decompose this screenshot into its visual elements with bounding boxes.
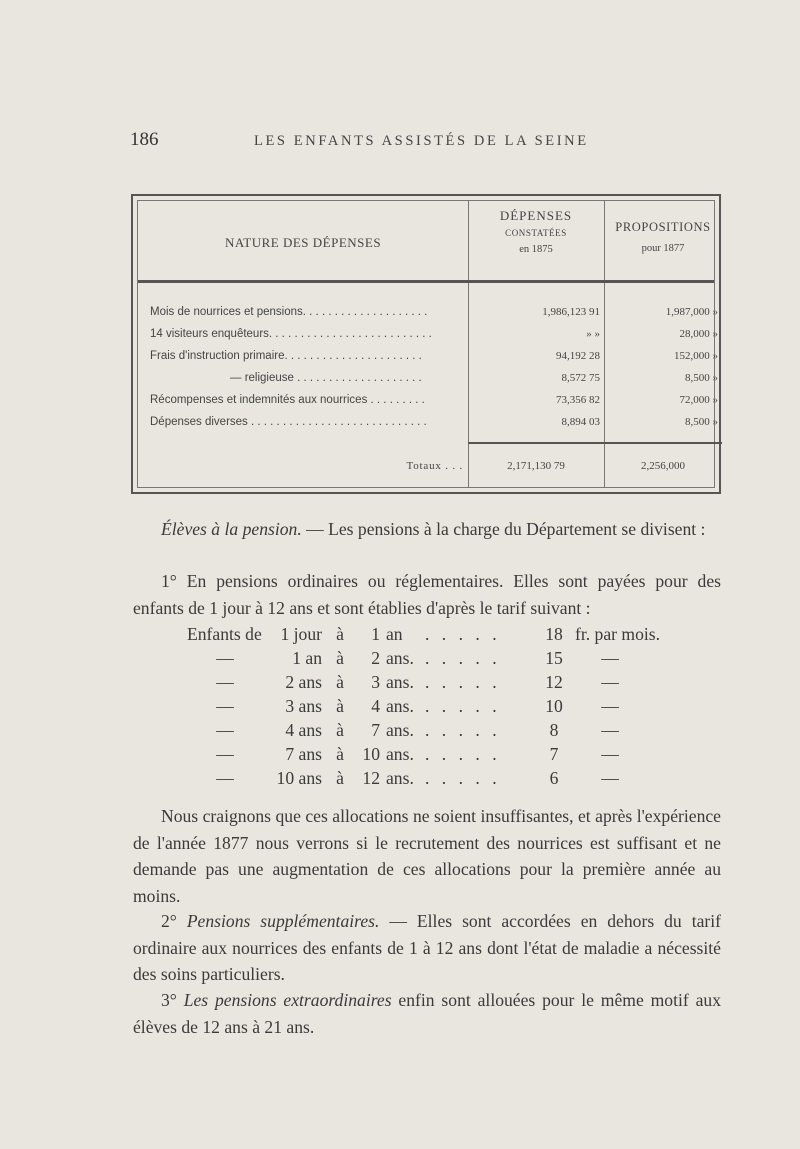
tariff-a: à	[336, 768, 344, 788]
tariff-ditto: —	[601, 648, 619, 668]
row-depenses: 94,192 28	[556, 350, 600, 362]
paragraph-italic: Pensions supplémentaires.	[186, 911, 380, 931]
tariff-from: 1 jour	[280, 624, 322, 644]
row-propositions: 8,500 »	[685, 372, 718, 384]
row-depenses: 73,356 82	[556, 394, 600, 406]
tariff-from: 1 an	[292, 648, 322, 668]
tariff-unit: ans.	[386, 720, 414, 740]
tariff-to: 1	[371, 624, 380, 644]
col-header-propositions-line1: PROPOSITIONS	[615, 220, 711, 234]
paragraph-pensions-extraordinaires	[133, 987, 721, 1040]
tariff-from: 7 ans	[285, 744, 322, 764]
col-header-nature: NATURE DES DÉPENSES	[224, 235, 382, 250]
tariff-dots: . . . . .	[425, 720, 501, 740]
col-header-propositions	[604, 221, 722, 254]
tariff-ditto: —	[216, 744, 234, 764]
tariff-unit: ans.	[386, 744, 414, 764]
tariff-ditto: —	[216, 672, 234, 692]
row-depenses: 1,986,123 91	[542, 306, 600, 318]
tariff-ditto: —	[216, 768, 234, 788]
table-row	[138, 328, 718, 348]
tariff-ditto: —	[216, 720, 234, 740]
tariff-unit: ans.	[386, 768, 414, 788]
tariff-ditto: —	[601, 720, 619, 740]
tariff-unit: ans.	[386, 696, 414, 716]
tariff-ditto: —	[601, 744, 619, 764]
tariff-to: 3	[371, 672, 380, 692]
tariff-a: à	[336, 672, 344, 692]
tariff-a: à	[336, 720, 344, 740]
row-label: Récompenses et indemnités aux nourrices . . . . . . . . .	[150, 394, 425, 406]
tariff-value: 6	[549, 768, 559, 788]
running-title: LES ENFANTS ASSISTÉS DE LA SEINE	[254, 133, 589, 149]
paragraph-text: enfin sont allouées pour le même motif aux élèves de 12 ans à 21 ans.	[133, 990, 721, 1037]
tariff-dots: . . . . .	[425, 648, 501, 668]
paragraph-prefix: 3°	[161, 990, 184, 1010]
page-number: 186	[130, 129, 159, 150]
paragraph-text: — Elles sont accordées en dehors du tarif ordinaire aux nourrices des enfants de 1 à 12 ans dont l'état de maladie a nécessité des soins particuliers.	[133, 911, 722, 984]
row-propositions: 72,000 »	[679, 394, 718, 406]
tariff-dots: . . . . .	[425, 696, 501, 716]
totals-rule	[604, 442, 722, 444]
tariff-row	[0, 696, 800, 722]
table-row	[138, 416, 718, 436]
col-header-depenses-line1: DÉPENSES	[499, 208, 573, 223]
tariff-ditto: —	[601, 672, 619, 692]
col-header-depenses-line2: CONSTATÉES	[505, 228, 567, 238]
tariff-dots: . . . . .	[425, 624, 501, 644]
table-row	[138, 372, 718, 392]
row-label: 14 visiteurs enquêteurs. . . . . . . . . . . . . . . . . . . . . . . . . .	[150, 328, 432, 340]
tariff-from: 4 ans	[285, 720, 322, 740]
row-depenses: 8,894 03	[561, 416, 600, 428]
paragraph-eleves	[133, 516, 721, 543]
totals-propositions: 2,256,000	[641, 460, 685, 472]
tariff-row	[0, 624, 800, 650]
tariff-row	[0, 744, 800, 770]
row-label: — religieuse . . . . . . . . . . . . . . . . . . . .	[230, 372, 422, 384]
tariff-row	[0, 768, 800, 794]
tariff-value: 12	[545, 672, 563, 692]
tariff-to: 10	[362, 744, 380, 764]
tariff-dots: . . . . .	[425, 672, 501, 692]
tariff-from: 3 ans	[285, 696, 322, 716]
tariff-row	[0, 648, 800, 674]
tariff-to: 12	[362, 768, 380, 788]
tariff-ditto: —	[601, 696, 619, 716]
table-row	[138, 394, 718, 414]
col-header-depenses	[468, 209, 604, 256]
tariff-a: à	[336, 744, 344, 764]
row-label: Frais d'instruction primaire. . . . . . . . . . . . . . . . . . . . . .	[150, 350, 422, 362]
row-label: Mois de nourrices et pensions. . . . . . . . . . . . . . . . . . . .	[150, 306, 428, 318]
totals-label: Totaux . . .	[406, 460, 463, 472]
tariff-unit: an	[386, 624, 403, 644]
tariff-value: 15	[545, 648, 563, 668]
tariff-to: 2	[371, 648, 380, 668]
tariff-unit: ans.	[386, 672, 414, 692]
tariff-dots: . . . . .	[425, 768, 501, 788]
tariff-value: 10	[545, 696, 563, 716]
row-propositions: 1,987,000 »	[665, 306, 718, 318]
tariff-dots: . . . . .	[425, 744, 501, 764]
paragraph-prefix: 2°	[161, 911, 187, 931]
paragraph-eleves-italic: Élèves à la pension.	[161, 519, 302, 539]
tariff-ditto: —	[216, 648, 234, 668]
totals-depenses: 2,171,130 79	[507, 460, 565, 472]
tariff-unit-label: fr. par mois.	[575, 624, 661, 644]
col-header-propositions-line2: pour 1877	[641, 242, 685, 254]
tariff-from: 10 ans	[276, 768, 322, 788]
paragraph-allocations: Nous craignons que ces allocations ne soient insuffisantes, et après l'expérience de l'année 1877 nous verrons si le recrutement des nourrices est suffisant et ne demande pas une augmentation de ces allocations pour la première année au moins.	[133, 806, 721, 906]
tariff-list	[0, 624, 800, 794]
tariff-value: 18	[545, 624, 563, 644]
row-propositions: 28,000 »	[679, 328, 718, 340]
tariff-unit: ans.	[386, 648, 414, 668]
row-label: Dépenses diverses . . . . . . . . . . . . . . . . . . . . . . . . . . . .	[150, 416, 427, 428]
tariff-value: 8	[549, 720, 559, 740]
tariff-row	[0, 672, 800, 698]
paragraph-italic: Les pensions extraordinaires	[183, 990, 392, 1010]
row-propositions: 8,500 »	[685, 416, 718, 428]
expenses-table-inner	[137, 200, 718, 488]
row-depenses: » »	[586, 328, 600, 340]
table-row	[138, 350, 718, 370]
paragraph-pensions-supplementaires	[133, 908, 721, 988]
paragraph-eleves-text: — Les pensions à la charge du Département se divisent :	[301, 519, 706, 539]
tariff-to: 7	[371, 720, 380, 740]
tariff-a: à	[336, 624, 344, 644]
tariff-from: 2 ans	[285, 672, 322, 692]
row-propositions: 152,000 »	[674, 350, 718, 362]
tariff-row	[0, 720, 800, 746]
col-header-depenses-line3: en 1875	[519, 244, 553, 255]
tariff-to: 4	[371, 696, 380, 716]
tariff-head: Enfants de	[187, 624, 262, 644]
totals-rule	[468, 442, 604, 444]
expenses-table	[131, 194, 721, 494]
tariff-a: à	[336, 696, 344, 716]
tariff-value: 7	[549, 744, 559, 764]
table-row	[138, 306, 718, 326]
tariff-a: à	[336, 648, 344, 668]
row-depenses: 8,572 75	[561, 372, 600, 384]
tariff-ditto: —	[601, 768, 619, 788]
paragraph-pensions-ordinaires: 1° En pensions ordinaires ou réglementaires. Elles sont payées pour des enfants de 1 jour à 12 ans et sont établies d'après le tarif suivant :	[133, 571, 721, 618]
tariff-ditto: —	[216, 696, 234, 716]
header-rule	[138, 280, 714, 283]
